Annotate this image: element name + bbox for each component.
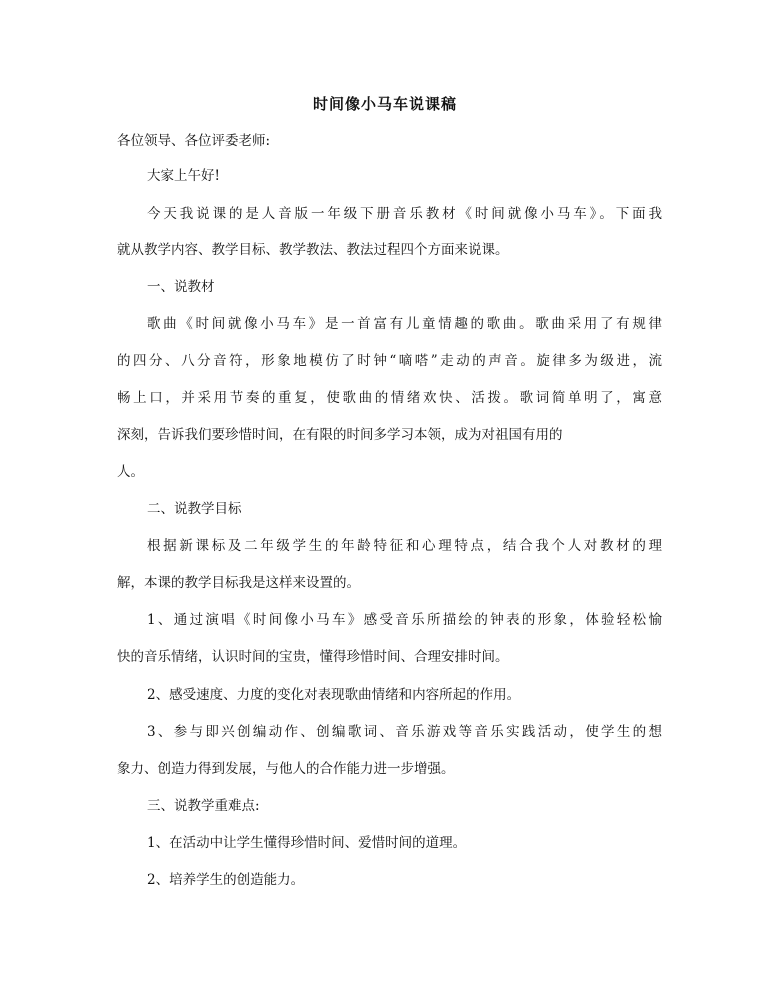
document-title: 时间像小马车说课稿 xyxy=(312,95,457,113)
paragraph-line: 的四分、八分音符，形象地模仿了时钟“嘀嗒”走动的声音。旋律多为级进，流 xyxy=(117,353,662,369)
paragraph-line: 快的音乐情绪，认识时间的宝贵，懂得珍惜时间、合理安排时间。 xyxy=(117,649,509,665)
paragraph-line: 深刻，告诉我们要珍惜时间，在有限的时间多学习本领，成为对祖国有用的 xyxy=(117,427,563,443)
paragraph-line: 2、感受速度、力度的变化对表现歌曲情绪和内容所起的作用。 xyxy=(147,687,521,703)
paragraph-line: 2、培养学生的创造能力。 xyxy=(147,872,305,888)
paragraph-line: 象力、创造力得到发展，与他人的合作能力进一步增强。 xyxy=(117,761,455,777)
section-heading: 一、说教材 xyxy=(147,279,215,295)
paragraph-line: 就从教学内容、教学目标、教学教法、教法过程四个方面来说课。 xyxy=(117,242,509,258)
paragraph-line: 1、在活动中让学生懂得珍惜时间、爱惜时间的道理。 xyxy=(147,835,467,851)
paragraph-line: 大家上午好! xyxy=(147,168,220,184)
paragraph-line: 解，本课的教学目标我是这样来设置的。 xyxy=(117,575,360,591)
paragraph-line: 畅上口，并采用节奏的重复，使歌曲的情绪欢快、活拨。歌词简单明了，寓意 xyxy=(117,390,662,406)
paragraph-line: 歌曲《时间就像小马车》是一首富有儿童情趣的歌曲。歌曲采用了有规律 xyxy=(147,316,662,332)
paragraph-line: 3、参与即兴创编动作、创编歌词、音乐游戏等音乐实践活动，使学生的想 xyxy=(147,724,662,740)
section-heading: 三、说教学重难点: xyxy=(147,798,260,814)
paragraph-line: 1、通过演唱《时间像小马车》感受音乐所描绘的钟表的形象，体验轻松愉 xyxy=(147,612,662,628)
paragraph-line: 各位领导、各位评委老师: xyxy=(117,133,271,149)
paragraph-line: 人。 xyxy=(117,464,144,480)
paragraph-line: 今天我说课的是人音版一年级下册音乐教材《时间就像小马车》。下面我 xyxy=(147,206,662,222)
section-heading: 二、说教学目标 xyxy=(147,501,242,517)
paragraph-line: 根据新课标及二年级学生的年龄特征和心理特点，结合我个人对教材的理 xyxy=(147,538,662,554)
